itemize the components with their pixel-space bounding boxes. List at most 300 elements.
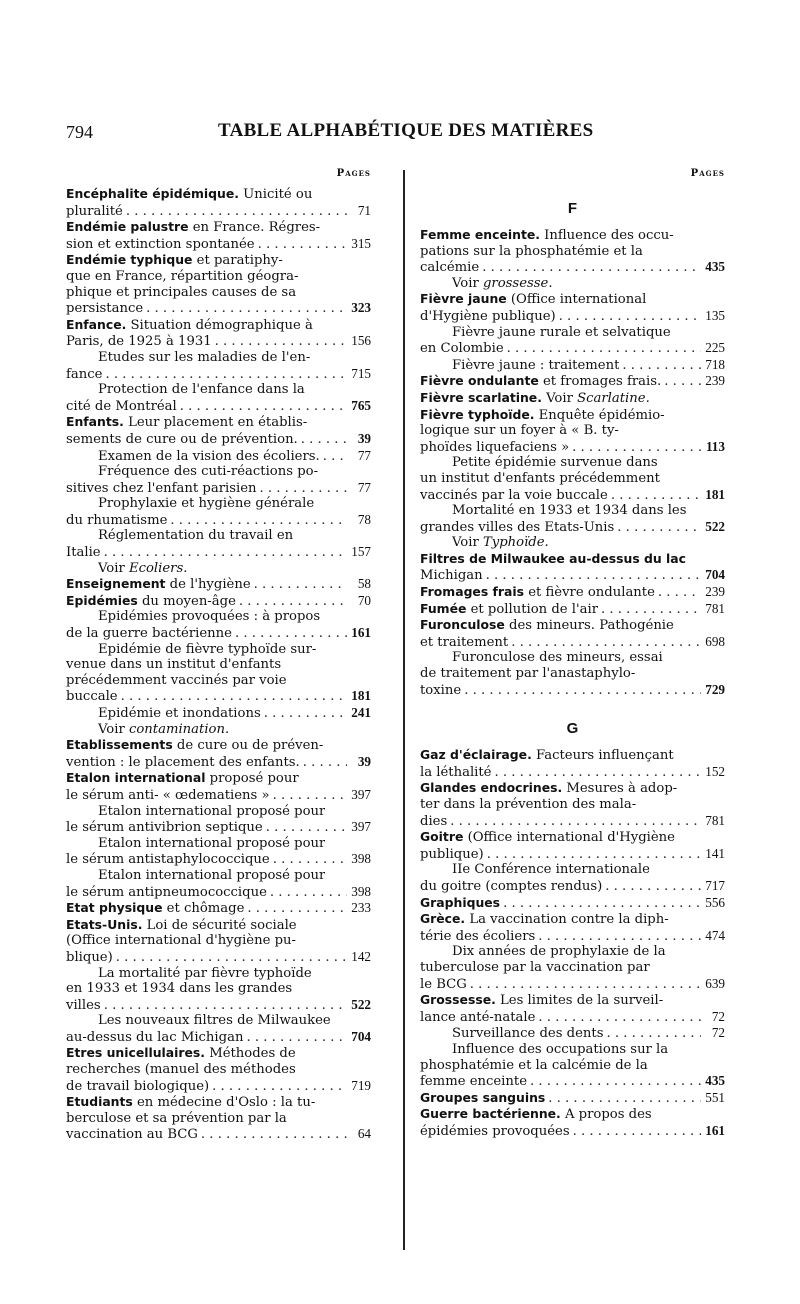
entry-text: tuberculose par la vaccination par [420,959,650,975]
dot-leader [556,309,701,325]
entry-headword: Groupes sanguins [420,1089,546,1105]
entry-text: Fièvre typhoïde. Enquête épidémio- [420,406,665,423]
entry-headword: Grossesse. [420,992,496,1008]
index-line [420,797,725,813]
index-entry [420,390,725,407]
page-reference: 474 [705,927,725,943]
page-reference: 556 [705,894,725,910]
page-reference: 181 [705,486,725,502]
entry-text: (Office international d'hygiène pu- [66,933,296,949]
entry-headword: Endémie palustre [66,219,189,235]
entry-text: villes [66,997,101,1013]
index-entry [66,252,371,316]
entry-headword: Etudiants [66,1094,133,1110]
index-entry [420,1090,725,1107]
dot-leader [118,689,347,705]
entry-text: pations sur la phosphatémie et la [420,243,643,259]
index-line [66,414,371,431]
dot-leader [270,852,347,868]
entry-text: Dix années de prophylaxie de la [452,944,666,960]
entry-text: Epidémie et inondations [98,706,261,721]
page-reference: 729 [705,681,725,697]
index-entry [66,186,371,219]
page-reference: 239 [705,584,725,600]
entry-text: sion et extinction spontanée [66,236,255,252]
entry-text: Voir Ecoliers. [98,560,188,576]
index-line [66,949,371,966]
entry-headword: Fièvre ondulante [420,373,539,389]
index-line [420,878,725,895]
entry-headword: Fromages frais [420,584,525,600]
index-line [420,471,725,487]
section-letter-f: F [567,200,578,217]
entry-text: la léthalité [420,764,492,780]
index-line [66,448,371,465]
index-entry [420,373,725,390]
entry-text: Goitre (Office international d'Hygiène [420,829,675,846]
entry-text: Guerre bactérienne. A propos des [420,1106,652,1123]
index-line [420,1073,725,1090]
entry-text: du rhumatisme [66,512,168,528]
index-entry [420,992,725,1090]
page-reference: 64 [357,1126,371,1142]
section-letter-g: G [566,720,579,738]
see-also-reference: Ecoliers. [128,560,188,576]
page-reference: 72 [711,1008,725,1024]
page-reference: 77 [357,447,371,463]
dot-leader [604,1026,702,1042]
dot-leader [570,1124,701,1140]
index-line [66,366,371,383]
entry-text: fance [66,366,103,382]
entry-text: en 1933 et 1934 dans les grandes [66,981,293,997]
dot-leader [270,788,347,804]
entry-text: au-dessus du lac Michigan [66,1029,244,1045]
index-line [420,439,725,456]
dot-leader [113,950,347,966]
entry-text: Voir grossesse. [452,275,553,291]
entry-text: Réglementation du travail en [98,528,294,544]
page-reference: 241 [351,705,371,720]
index-entry [420,601,725,618]
entry-text: et traitement [420,634,509,650]
dot-leader [232,626,347,642]
page-reference: 152 [705,763,725,779]
page-reference: 398 [351,883,371,899]
entry-text: La mortalité par fièvre typhoïde [98,965,312,981]
dot-leader [598,602,701,618]
entry-text: Grossesse. Les limites de la surveil- [420,992,664,1009]
page-reference: 39 [357,753,371,769]
dot-leader [527,1074,701,1090]
entry-text: blique) [66,949,113,965]
index-entry [420,1106,725,1139]
entry-headword: Etats-Unis. [66,916,143,932]
entry-headword: Epidémies [66,592,138,608]
entry-headword: Etat physique [66,900,163,916]
dot-leader [198,1127,347,1143]
entry-text: phoïdes liquefaciens » [420,439,570,455]
entry-headword: Guerre bactérienne. [420,1106,561,1122]
entry-text: phosphatémie et la calcémie de la [420,1057,648,1073]
dot-leader [492,765,702,781]
page-reference: 135 [705,307,725,323]
entry-text: de la guerre bactérienne [66,626,232,642]
entry-text: cité de Montréal [66,398,177,414]
index-line [420,601,725,618]
index-line [66,609,371,625]
entry-text: publique) [420,846,484,862]
entry-text: précédemment vaccinés par voie [66,672,287,688]
dot-leader [500,896,701,912]
entry-headword: Endémie typhique [66,252,193,268]
index-line [66,350,371,366]
index-entry [66,1094,371,1143]
page-reference: 77 [357,479,371,495]
index-line [420,455,725,471]
page-reference: 698 [705,633,725,649]
entry-text: buccale [66,689,118,705]
entry-text: Fièvre scarlatine. Voir Scarlatine. [420,389,650,406]
entry-text: le sérum antipneumococcique [66,884,267,900]
dot-leader [655,585,701,601]
index-line [66,1111,371,1127]
page-reference: 765 [351,397,371,413]
index-line [420,992,725,1009]
dot-leader [243,1030,347,1046]
dot-leader [251,577,347,593]
entry-headword: Furonculose [420,617,505,633]
index-line [66,900,371,917]
index-line [420,357,725,374]
entry-text: vaccination au BCG [66,1127,198,1143]
pages-column-label-right: Pages [690,168,725,179]
page-reference: 704 [705,567,725,583]
index-line [66,642,371,658]
page-reference: 323 [351,300,371,316]
entry-text: de traitement par l'anastaphylo- [420,666,636,682]
dot-leader [298,432,347,448]
entry-text: de travail biologique) [66,1078,210,1094]
index-line [420,407,725,424]
index-line [66,512,371,529]
entry-text: dies [420,813,448,829]
index-line [420,846,725,863]
dot-leader [508,635,701,651]
index-line [420,291,725,308]
index-entry [420,551,725,584]
entry-headword: Etalon international [66,770,206,786]
entry-text: Protection de l'enfance dans la [98,382,305,398]
entry-headword: Graphiques [420,894,501,910]
dot-leader [535,1010,701,1026]
dot-leader [123,204,347,220]
dot-leader [320,449,347,465]
index-line [66,398,371,415]
entry-text: vention : le placement des enfants. [66,754,300,770]
entry-text: Mortalité en 1933 et 1934 dans les [452,503,687,519]
entry-text: toxine [420,682,462,698]
index-line [66,673,371,689]
entry-headword: Encéphalite épidémique. [66,186,239,201]
entry-text: Fromages frais et fièvre ondulante [420,584,655,601]
left-column [66,166,371,1143]
index-entry [420,895,725,912]
index-line [420,308,725,325]
index-line [420,634,725,651]
index-line [66,1045,371,1062]
index-line [420,259,725,276]
see-also-reference: Typhoïde. [482,535,549,551]
index-line [66,1126,371,1143]
entry-text: Furonculose des mineurs. Pathogénie [420,617,674,634]
index-entry [66,917,371,1046]
entry-text: vaccinés par la voie buccale [420,487,608,503]
right-column [420,166,725,1139]
dot-leader [244,901,347,917]
dot-leader [479,260,701,276]
index-line [420,1090,725,1107]
entry-text: térie des écoliers [420,928,536,944]
index-entry [420,747,725,780]
entry-headword: Enfance. [66,316,127,332]
index-line [420,244,725,260]
index-line [420,423,725,439]
index-line [66,203,371,220]
index-line [66,561,371,577]
dot-leader [263,820,347,836]
entry-text: Les nouveaux filtres de Milwaukee [98,1013,331,1029]
entry-text: ter dans la prévention des mala- [420,797,637,812]
index-line [66,464,371,480]
left-entries [66,186,371,1143]
entry-text: Enfants. Leur placement en établis- [66,414,308,431]
entry-text: Femme enceinte. Influence des occu- [420,227,674,243]
index-entry [66,317,371,415]
entry-headword: Enseignement [66,576,166,592]
entry-text: phique et principales causes de sa [66,284,297,300]
entry-text: un institut d'enfants précédemment [420,470,660,486]
index-line [420,1009,725,1026]
index-line [420,373,725,390]
index-entry [66,414,371,576]
index-entry [66,219,371,252]
index-line [66,981,371,997]
dot-leader [261,706,347,722]
entry-text: Prophylaxie et hygiène générale [98,496,315,512]
dot-leader [535,929,701,945]
entry-text: Italie [66,545,101,561]
page-reference: 397 [351,786,371,802]
index-line [420,227,725,244]
index-line [420,862,725,878]
index-line [66,1062,371,1078]
entry-text: que en France, répartition géogra- [66,268,299,284]
index-line [420,1042,725,1058]
page-reference: 113 [705,438,725,454]
entry-text: recherches (manuel des méthodes [66,1062,296,1078]
index-line [420,276,725,292]
entry-text: Etalon international proposé pour [98,867,326,883]
dot-leader [569,440,701,456]
index-line [66,219,371,236]
f-entries [420,227,725,698]
page-reference: 157 [351,544,371,560]
page-reference: 39 [357,430,371,446]
dot-leader [619,358,701,374]
index-line [420,567,725,584]
entry-text: Etudiants en médecine d'Oslo : la tu- [66,1094,316,1111]
entry-text: Fièvre jaune (Office international [420,291,647,308]
index-line [66,722,371,738]
entry-text: Epidémies du moyen-âge [66,592,236,609]
index-entry [66,593,371,737]
index-line [66,496,371,512]
index-line [420,503,725,519]
dot-leader [209,1079,347,1095]
index-line [420,1106,725,1123]
page-reference: 522 [351,996,371,1012]
index-entry [420,407,725,551]
dot-leader [300,755,347,771]
index-line [66,252,371,269]
index-line [66,787,371,804]
entry-text: Etres unicellulaires. Méthodes de [66,1045,296,1062]
page-reference: 781 [705,812,725,828]
page-reference: 717 [705,877,725,893]
dot-leader [614,520,701,536]
dot-leader [212,334,347,350]
index-line [420,747,725,764]
page-reference: 639 [705,975,725,991]
entry-headword: Etres unicellulaires. [66,1045,205,1061]
entry-headword: Gaz d'éclairage. [420,747,532,763]
index-entry [420,911,725,992]
index-line [420,650,725,666]
index-line [420,487,725,504]
page-reference: 233 [351,900,371,916]
entry-text: Surveillance des dents [452,1026,604,1042]
dot-leader [255,237,347,253]
dot-leader [461,683,701,699]
entry-text [420,551,686,568]
page-reference: 161 [705,1122,725,1138]
index-line [420,617,725,634]
index-line [420,340,725,357]
index-line [66,593,371,610]
index-entry [420,780,725,829]
index-line [66,576,371,593]
dot-leader [257,481,347,497]
entry-text: calcémie [420,260,480,276]
index-line [66,1029,371,1046]
entry-text: Etalon international proposé pour [66,770,299,787]
dot-leader [143,301,347,317]
index-line [420,895,725,912]
entry-text: Enseignement de l'hygiène [66,576,251,593]
page-reference: 239 [705,373,725,389]
entry-headword: Etablissements [66,737,173,753]
entry-text [420,1090,545,1107]
page-reference: 161 [351,625,371,641]
index-line [420,911,725,928]
index-line [66,657,371,673]
see-also-reference: contamination. [128,721,230,737]
index-line [66,966,371,982]
entry-text: Encéphalite épidémique. Unicité ou [66,186,313,202]
entry-text: sitives chez l'enfant parisien [66,480,257,496]
index-line [66,770,371,787]
index-entry [420,291,725,373]
entry-headword: Fièvre scarlatine. [420,389,542,405]
index-line [66,236,371,253]
page-reference: 718 [705,356,725,372]
index-line [66,884,371,901]
page-reference: 142 [351,948,371,964]
dot-leader [101,545,347,561]
entry-text: Fièvre ondulante et fromages frais. [420,373,662,390]
page-reference: 78 [357,511,371,527]
entry-text: Fumée et pollution de l'air [420,600,598,617]
index-line [66,528,371,544]
entry-text: Enfance. Situation démographique à [66,316,313,333]
index-line [66,333,371,350]
entry-text: en Colombie [420,341,504,357]
page-reference: 719 [351,1077,371,1093]
page-reference: 156 [351,333,371,349]
index-entry [420,617,725,698]
entry-text: venue dans un institut d'enfants [66,657,282,673]
page-reference: 435 [705,259,725,275]
page-reference: 397 [351,819,371,835]
index-line [420,535,725,551]
index-entry [420,227,725,291]
page-reference: 435 [705,1073,725,1089]
entry-text [420,895,500,912]
index-line [66,1094,371,1111]
entry-text: Paris, de 1925 à 1931 [66,334,212,350]
index-line [66,836,371,852]
entry-text: logique sur un foyer à « B. ty- [420,423,619,439]
index-entry [66,770,371,900]
index-line [66,737,371,754]
index-line [66,285,371,301]
entry-text: lance anté-natale [420,1009,536,1025]
index-line [420,390,725,407]
index-entry [66,900,371,917]
entry-headword: Fièvre typhoïde. [420,406,535,422]
entry-text: d'Hygiène publique) [420,308,556,324]
index-line [66,544,371,561]
index-line [66,688,371,705]
page-number: 794 [66,122,93,142]
index-line [66,819,371,836]
index-line [66,186,371,203]
entry-text: Epidémies provoquées : à propos [98,609,321,625]
index-line [66,269,371,285]
index-line [420,976,725,993]
entry-text: Grèce. La vaccination contre la diph- [420,911,669,928]
entry-text: IIe Conférence internationale [452,862,650,878]
index-entry [66,576,371,593]
entry-text: Fréquence des cuti-réactions po- [98,464,319,480]
page-reference: 781 [705,600,725,616]
index-line [66,997,371,1014]
entry-text: Petite épidémie survenue dans [452,455,658,471]
dot-leader [101,998,347,1014]
index-line [66,317,371,334]
dot-leader [236,594,347,610]
